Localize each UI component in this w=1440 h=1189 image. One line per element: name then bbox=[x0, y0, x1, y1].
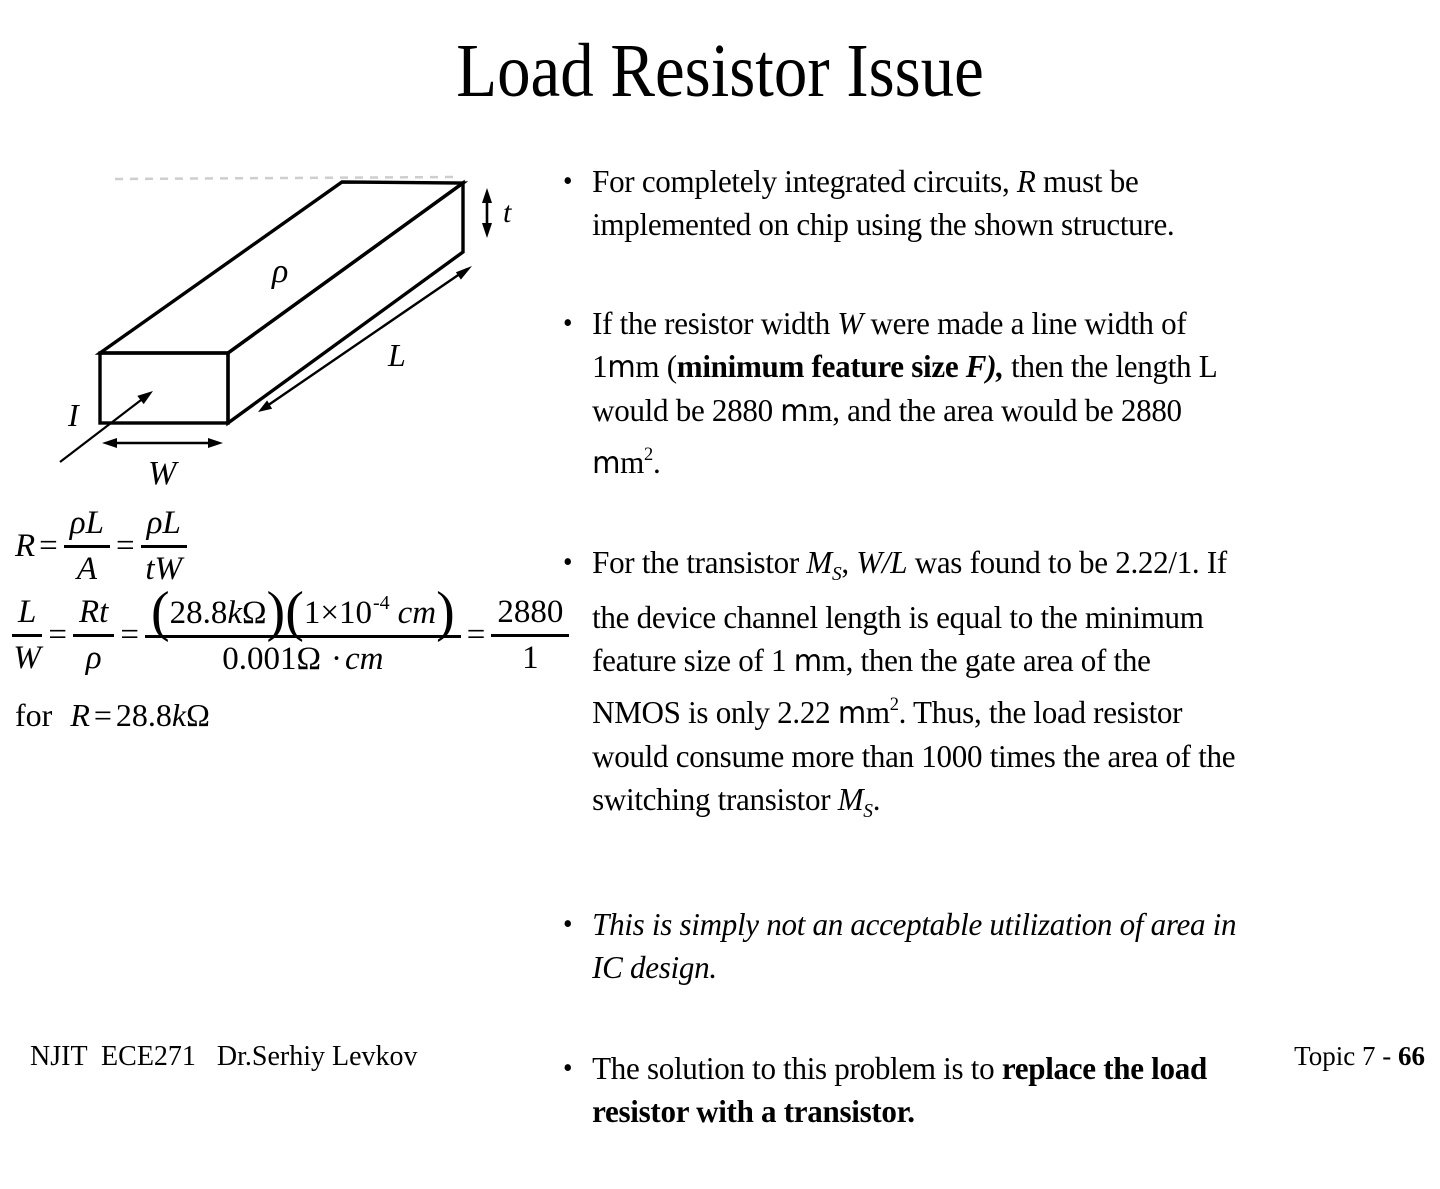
resistor-diagram bbox=[40, 150, 540, 490]
footer-course-info: NJIT ECE271 Dr.Serhiy Levkov bbox=[30, 1041, 418, 1072]
bullet-list bbox=[563, 160, 1397, 1189]
bullet-item bbox=[563, 160, 1397, 246]
bullet-text: If the resistor width W were made a line width of 1mm (minimum feature size F), then the length L would be 2880 mm, and the area would be 2880 $mm^2$. bbox=[592, 305, 1218, 481]
bullet-item bbox=[563, 302, 1397, 485]
label-I: I bbox=[68, 397, 79, 433]
f3-word: for bbox=[15, 697, 53, 733]
label-L: L bbox=[388, 337, 406, 373]
bullet-icon: • bbox=[563, 1053, 573, 1084]
resistor-bar-figure bbox=[40, 150, 540, 490]
f1-frac1: $\frac{\rho L}{A}$ bbox=[64, 505, 110, 588]
bullet-text: For the transistor $M_S$, W/L was found to be 2.22/1. If the device channel length is equal to the minimum feature size of 1 mm, then the gate area of the NMOS is only 2.22 $mm^2$. Thus, the load resistor would consume more than 1000 times the area of the switching transistor $M_S$. bbox=[592, 544, 1236, 822]
bullet-text: This is simply not an acceptable utilization of area in IC design. bbox=[592, 906, 1237, 985]
f1-eq2: = bbox=[116, 528, 135, 564]
length-arrow bbox=[258, 266, 472, 412]
faint-dashed-line bbox=[115, 177, 455, 179]
f2-numerator: $(28.8k\Omega)(1\times 10^{-4}$ cm) bbox=[145, 592, 461, 638]
f1-R: R bbox=[15, 528, 36, 564]
bullet-item bbox=[563, 541, 1397, 833]
box-outline bbox=[100, 182, 463, 423]
bullet-icon: • bbox=[563, 308, 573, 339]
f2-frac-LW: $\frac{L}{W}$ bbox=[13, 593, 41, 676]
formula-aspect-ratio bbox=[10, 581, 571, 678]
width-arrow bbox=[102, 438, 223, 448]
f2-eq2: = bbox=[120, 616, 139, 653]
bullet-item bbox=[563, 903, 1397, 989]
bullet-text: For completely integrated circuits, R must be implemented on chip using the shown structure. bbox=[592, 163, 1175, 242]
formula-resistance bbox=[15, 505, 189, 588]
footer-page-number bbox=[1294, 1041, 1425, 1072]
f3-omega: Ω bbox=[186, 697, 210, 733]
f2-frac-values bbox=[145, 581, 461, 678]
footer-topic-prefix: Topic 7 - bbox=[1294, 1041, 1398, 1071]
f2-denominator: 0.001Ω ·cm bbox=[222, 641, 384, 677]
f1-eq1: = bbox=[39, 528, 58, 564]
slide-title: Load Resistor Issue bbox=[456, 29, 984, 113]
f1-frac2: $\frac{\rho L}{tW}$ bbox=[141, 505, 187, 588]
label-t: t bbox=[503, 196, 512, 229]
bullet-icon: • bbox=[563, 166, 573, 197]
f2-frac-result: $\frac{2880}{1}$ bbox=[491, 594, 569, 677]
f2-eq3: = bbox=[466, 616, 486, 653]
label-rho: ρ bbox=[272, 253, 289, 290]
formula-condition bbox=[15, 697, 210, 734]
label-W: W bbox=[148, 455, 177, 492]
f2-eq1: = bbox=[48, 616, 67, 653]
f3-eq: = bbox=[93, 697, 112, 733]
bullet-item bbox=[563, 1047, 1397, 1133]
bullet-icon: • bbox=[563, 909, 573, 940]
f3-k: k bbox=[171, 697, 187, 733]
f3-R: R bbox=[70, 697, 90, 733]
f3-val: 28.8 bbox=[115, 697, 172, 733]
thickness-arrow bbox=[482, 188, 492, 238]
bullet-text: The solution to this problem is to replace the load resistor with a transistor. bbox=[592, 1050, 1207, 1129]
bullet-icon: • bbox=[563, 547, 573, 578]
f2-frac-Rt: $\frac{Rt}{\rho}$ bbox=[73, 594, 114, 677]
footer-page: 66 bbox=[1398, 1041, 1425, 1071]
